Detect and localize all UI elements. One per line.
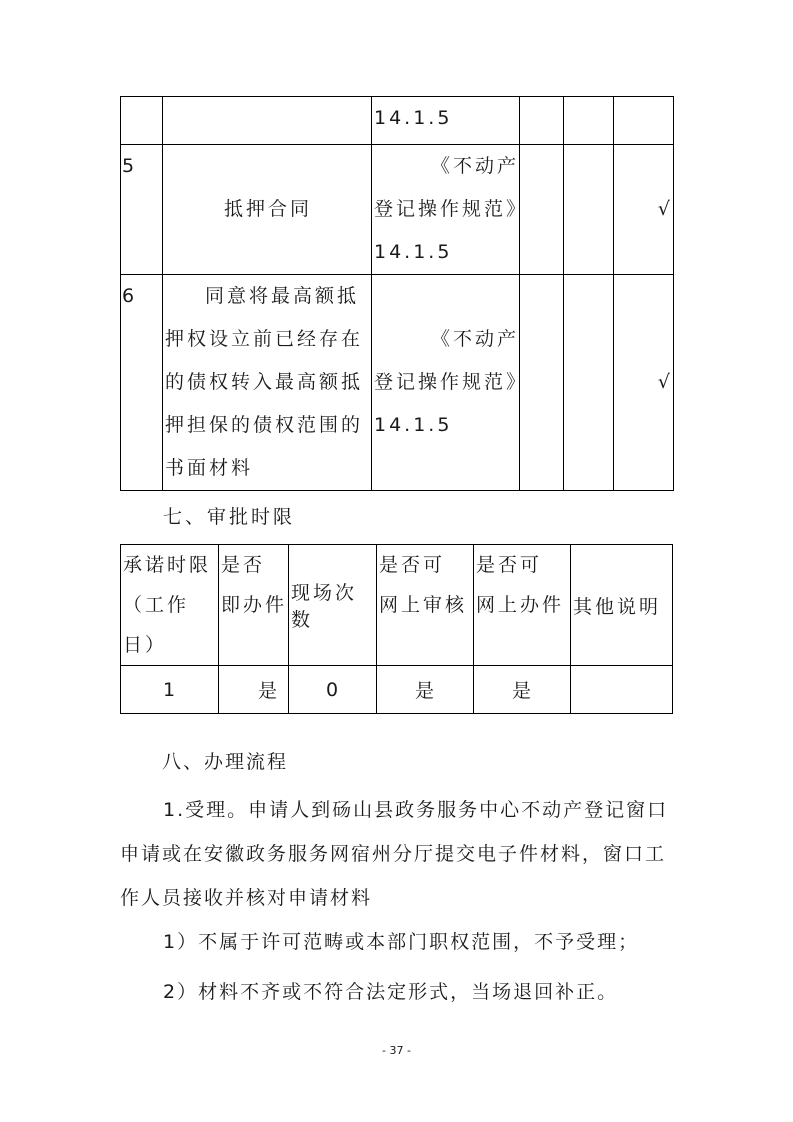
paragraph-item-2: 2）材料不齐或不符合法定形式，当场退回补正。 [163, 981, 619, 1003]
table-row [121, 145, 674, 275]
table-header-row [121, 545, 673, 666]
section-8-title: 八、办理流程 [162, 751, 289, 773]
basis-cell: 《不动产 登记操作规范》 14.1.5 [372, 145, 520, 275]
page-number: - 37 - [382, 1044, 411, 1057]
basis-cell: 14.1.5 [372, 97, 520, 145]
materials-table [120, 96, 674, 491]
table-row [121, 97, 674, 145]
value-other-notes [571, 666, 673, 714]
basis-cell: 《不动产 登记操作规范》 14.1.5 [372, 275, 520, 491]
check-mark: √ [614, 275, 674, 491]
row-number: 6 [121, 275, 163, 491]
row-number: 5 [121, 145, 163, 275]
table-row [121, 666, 673, 714]
value-online-handle: 是 [474, 666, 571, 714]
value-commitment-limit: 1 [121, 666, 219, 714]
header-commitment-limit: 承诺时限 （工作日） [121, 545, 219, 666]
value-visits: 0 [289, 666, 377, 714]
approval-time-table [120, 544, 673, 714]
header-visits: 现场次数 [289, 545, 377, 666]
value-online-review: 是 [377, 666, 474, 714]
material-name: 抵押合同 [163, 145, 372, 275]
check-mark: √ [614, 145, 674, 275]
material-name [163, 97, 372, 145]
header-instant: 是否 即办件 [219, 545, 289, 666]
header-online-review: 是否可 网上审核 [377, 545, 474, 666]
table-row [121, 275, 674, 491]
check-mark [614, 97, 674, 145]
paragraph-item-1: 1）不属于许可范畴或本部门职权范围，不予受理； [163, 931, 640, 953]
row-number [121, 97, 163, 145]
header-online-handle: 是否可 网上办件 [474, 545, 571, 666]
paragraph-acceptance: 1.受理。申请人到砀山县政务服务中心不动产登记窗口申请或在安徽政务服务网宿州分厅提交电子件材料，窗口工作人员接收并核对申请材料 [120, 799, 669, 909]
value-instant: 是 [219, 666, 289, 714]
header-other-notes: 其他说明 [571, 545, 673, 666]
section-7-title: 七、审批时限 [163, 506, 296, 528]
material-name: 同意将最高额抵 押权设立前已经存在 的债权转入最高额抵 押担保的债权范围的 书面材料 [163, 275, 372, 491]
